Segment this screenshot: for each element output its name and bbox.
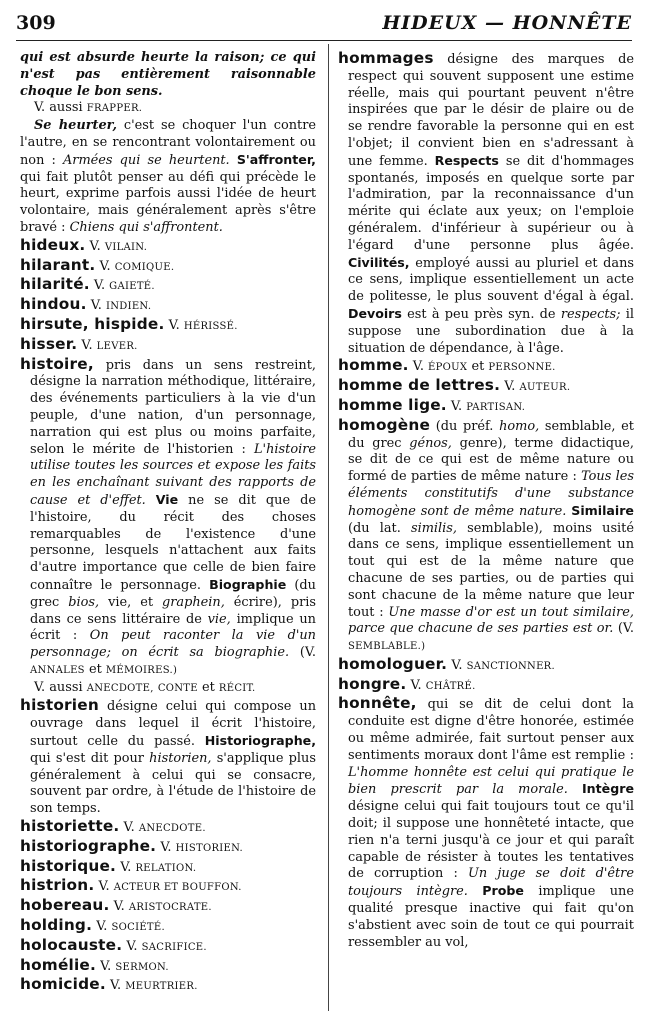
headword: hongre. [338, 674, 407, 693]
headword: histrion. [20, 876, 95, 895]
cross-reference[interactable]: LEVER. [96, 340, 138, 352]
headword: hilarité. [20, 275, 90, 294]
headword: hommages [338, 49, 434, 67]
cross-reference[interactable]: INDIEN. [105, 301, 152, 313]
dictionary-entry: homélie. V. SERMON. [20, 955, 169, 974]
headword: hirsute, hispide. [20, 314, 165, 333]
column-divider [328, 44, 329, 1011]
subentry-term: Se heurter, [34, 118, 118, 134]
cross-reference[interactable]: ANECDOTE. [138, 823, 206, 835]
headword: hobereau. [20, 896, 110, 915]
headword: homme lige. [338, 395, 447, 414]
dictionary-entry: historique. V. RELATION. [20, 856, 197, 875]
see-also: V. aussi ANECDOTE, CONTE et RÉCIT. [34, 679, 256, 695]
subentry-term: S'affronter, [236, 151, 316, 167]
short-entries [20, 237, 316, 356]
synonym-term: Probe [482, 883, 524, 899]
entry-honnete: honnête, qui se dit de celui dont la conduite est digne d'être honorée, estimée ou même admirée, fait surtout penser aux sentiments moraux dont l'âme est remplie : L'homme honnête est celui qui pratique le bien prescrit par la morale. Intègre désigne celui qui fait toujours tout ce qu'il doit; il suppose une honnêteté intacte, que rien n'a terni jusqu'à ce jour et qui paraît capable de résister à toutes les tentatives de corruption : Un juge se doit d'être toujours intègre. Probe implique une qualité presque inactive qui fait qu'on s'abstient avec soin de tout ce qui pourrait ressembler au vol, [338, 694, 634, 950]
headword: homogène [338, 415, 431, 434]
dictionary-entry: holocauste. V. SACRIFICE. [20, 935, 207, 954]
headword: hisser. [20, 334, 78, 353]
short-entries [20, 818, 316, 996]
headword: historiette. [20, 817, 120, 836]
cross-reference[interactable]: SERMON. [115, 961, 169, 973]
cross-reference[interactable]: COMIQUE. [114, 261, 175, 273]
headword: holding. [20, 916, 93, 935]
cross-reference[interactable]: HISTORIEN. [175, 842, 244, 854]
dictionary-entry: homicide. V. MEURTRIER. [20, 975, 198, 994]
synonym-term: Civilités, [348, 254, 410, 270]
cross-reference[interactable]: RELATION. [135, 862, 197, 874]
cross-reference[interactable]: MEURTRIER. [125, 981, 198, 993]
cross-reference[interactable]: PERSONNE. [488, 362, 556, 374]
synonym-term: Biographie [209, 576, 287, 592]
headword: homologuer. [338, 654, 448, 673]
synonym-term: Historiographe, [204, 733, 316, 749]
entry-homogene: homogène (du préf. homo, semblable, et du grec génos, genre), terme didactique, se dit de ce qui est de même nature ou formé de parties de même nature : Tous les éléments constitutifs d'une substance homogène sont de même nature. Similaire (du lat. similis, semblable), moins usité dans ce sens, implique essentiellement un tout qui est de la même nature que chacune de ses parties, ou de parties qui sont chacune de la même nature que leur tout : Une masse d'or est un tout similaire, parce que chacune de ses parties est or. (V. SEMBLABLE.) [338, 415, 634, 653]
headword: hindou. [20, 295, 87, 314]
page-header [16, 12, 632, 38]
headword: homme de lettres. [338, 376, 501, 395]
dictionary-entry: hindou. V. INDIEN. [20, 295, 152, 314]
headword: historiographe. [20, 836, 157, 855]
cross-reference[interactable]: AUTEUR. [519, 382, 571, 394]
dictionary-entry: homme. V. ÉPOUX et PERSONNE. [338, 356, 556, 375]
cross-reference[interactable]: ÉPOUX [428, 362, 468, 374]
headword: homicide. [20, 975, 106, 994]
headword: homélie. [20, 955, 96, 974]
synonym-term: Similaire [571, 502, 634, 518]
synonym-term: Respects [434, 152, 499, 168]
cross-reference[interactable]: SACRIFICE. [141, 941, 207, 953]
cross-reference[interactable]: MÉMOIRES.) [105, 664, 178, 676]
dictionary-entry: historiette. V. ANECDOTE. [20, 817, 206, 836]
left-column [20, 50, 316, 996]
headword: holocauste. [20, 935, 123, 954]
cross-reference[interactable]: VILAIN. [104, 241, 148, 253]
dictionary-entry: hongre. V. CHÂTRÉ. [338, 674, 476, 693]
synonym-term: Devoirs [348, 305, 402, 321]
example: Tous les éléments constitutifs d'une substance homogène sont de même nature. [348, 469, 634, 519]
cross-reference[interactable]: SEMBLABLE.) [348, 641, 426, 653]
dictionary-entry: hisser. V. LEVER. [20, 334, 138, 353]
header-rule [16, 40, 632, 41]
headword: homme. [338, 356, 409, 375]
cross-reference[interactable]: ANECDOTE, [86, 682, 154, 694]
page-title: HIDEUX — HONNÊTE [382, 12, 632, 34]
headword: honnête, [338, 694, 417, 713]
right-column [338, 50, 634, 951]
example: Chiens qui s'affrontent. [69, 219, 223, 235]
headword: historique. [20, 856, 117, 875]
dictionary-entry: homme lige. V. PARTISAN. [338, 395, 526, 414]
cross-reference[interactable]: FRAPPER. [86, 103, 143, 115]
subentry-se-heurter: Se heurter, c'est se choquer l'un contre l'autre, en se rencontrant volontairement ou non : Armées qui se heurtent. S'affronter, qui fait plutôt penser au défi qui précède le heurt, exprime parfois aussi l'idée de heurt volontaire, mais généralement après s'être bravé : Chiens qui s'affrontent. [20, 118, 316, 235]
cross-reference[interactable]: ARISTOCRATE. [128, 902, 212, 914]
entry-historien: historien désigne celui qui compose un ouvrage dans lequel il écrit l'histoire, surtout celle du passé. Historiographe, qui s'est dit pour historien, s'applique plus généralement à celui qui se consacre, souvent par ordre, à l'étude de l'histoire de son temps. [20, 696, 316, 817]
synonym-term: Intègre [582, 781, 634, 797]
page-number: 309 [16, 12, 56, 34]
see-also: V. aussi FRAPPER. [34, 100, 143, 116]
dictionary-entry: histrion. V. ACTEUR ET BOUFFON. [20, 876, 242, 895]
cross-reference[interactable]: CHÂTRÉ. [425, 680, 476, 692]
cross-reference[interactable]: GAIETÉ. [109, 281, 155, 293]
cross-reference[interactable]: SANCTIONNER. [466, 660, 555, 672]
example: Armées qui se heurtent. [62, 152, 230, 168]
cross-reference[interactable]: ACTEUR ET BOUFFON. [113, 882, 242, 894]
dictionary-entry: hilarant. V. COMIQUE. [20, 255, 175, 274]
short-entries [338, 357, 634, 416]
headword: historien [20, 696, 99, 715]
example: Un juge se doit d'être toujours intègre. [348, 866, 634, 900]
dictionary-entry: hobereau. V. ARISTOCRATE. [20, 896, 212, 915]
dictionary-entry: historiographe. V. HISTORIEN. [20, 836, 244, 855]
dictionary-entry: hirsute, hispide. V. HÉRISSÉ. [20, 314, 238, 333]
cross-reference[interactable]: SOCIÉTÉ. [111, 922, 165, 934]
entry-histoire: histoire, pris dans un sens restreint, désigne la narration méthodique, littéraire, des événements particuliers à la vie d'un peuple, d'une nation, d'un personnage, narration qui est plus ou moins parfaite, selon le mérite de l'historien : L'histoire utilise toutes les sources et expose les faits en les enchaînant suivant des rapports de cause et d'effet. Vie ne se dit que de l'histoire, du récit des choses remarquables de l'existence d'une personne, lesquels n'attachent aux faits d'autre importance que celle de bien faire connaître le personnage. Biographie (du grec bios, vie, et graphein, écrire), pris dans ce sens littéraire de vie, implique un écrit : On peut raconter la vie d'un personnage; on écrit sa biographie. (V. ANNALES et MÉMOIRES.) [20, 354, 316, 677]
example: L'histoire utilise toutes les sources et expose les faits en les enchaînant suivant des rapports de cause et d'effet. [30, 441, 316, 508]
dictionary-entry: hideux. V. VILAIN. [20, 235, 148, 254]
headword: hideux. [20, 235, 86, 254]
example: On peut raconter la vie d'un personnage; on écrit sa biographie. [30, 628, 316, 661]
dictionary-entry: holding. V. SOCIÉTÉ. [20, 916, 165, 935]
entry-hommages: hommages désigne des marques de respect qui souvent supposent une estime réelle, mais qui pourtant peuvent n'être inspirées que par le désir de plaire ou de se rendre favorable la personne qui en est l'objet; il convient bien en s'adressant à une femme. Respects se dit d'hommages spontanés, imposés en quelque sorte par l'admiration, par la reconnaissance d'un mérite qui éclate aux yeux; on l'emploie généralem. d'inférieur à supérieur ou à l'égard d'une personne plus âgée. Civilités, employé aussi au pluriel et dans ce sens, implique essentiellement un acte de politesse, le plus souvent d'égal à égal. Devoirs est à peu près syn. de respects; il suppose une subordination due à la situation de dépendance, à l'âge. [338, 49, 634, 356]
cross-reference[interactable]: ANNALES [30, 664, 85, 676]
example: Une masse d'or est un tout similaire, parce que chacune de ses parties est or. [348, 604, 634, 637]
dictionary-entry: homologuer. V. SANCTIONNER. [338, 654, 555, 673]
synonym-term: Vie [155, 491, 179, 507]
headword: histoire, [20, 354, 94, 373]
dictionary-entry: homme de lettres. V. AUTEUR. [338, 376, 571, 395]
cross-reference[interactable]: PARTISAN. [466, 401, 526, 413]
cross-reference[interactable]: HÉRISSÉ. [183, 320, 238, 332]
cross-reference[interactable]: CONTE [157, 682, 198, 694]
dictionary-entry: hilarité. V. GAIETÉ. [20, 275, 155, 294]
cross-reference[interactable]: RÉCIT. [218, 682, 256, 694]
headword: hilarant. [20, 255, 96, 274]
entry-continuation: qui est absurde heurte la raison; ce qui n'est pas entièrement raisonnable choque le bon sens. [20, 50, 316, 99]
example: L'homme honnête est celui qui pratique le bien prescrit par la morale. [348, 764, 634, 798]
short-entries [338, 656, 634, 696]
